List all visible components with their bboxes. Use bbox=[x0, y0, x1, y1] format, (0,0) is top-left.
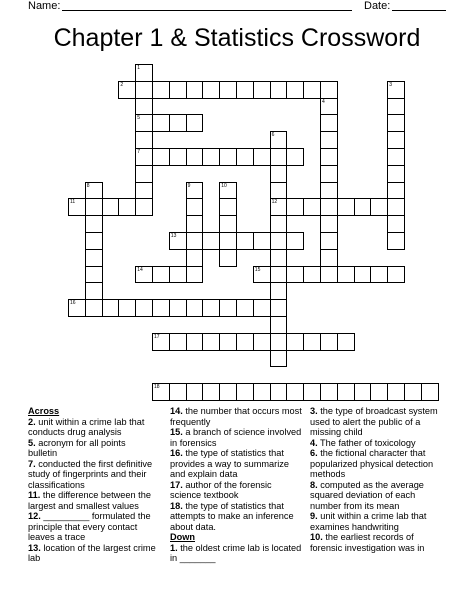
clue-item-text: the difference between the largest and smallest values bbox=[28, 490, 151, 511]
clue-item-number: 14. bbox=[170, 406, 183, 416]
clue-item-number: 10. bbox=[310, 532, 323, 542]
clue-number: 13 bbox=[170, 233, 177, 239]
grid-cell[interactable] bbox=[236, 383, 254, 401]
grid-cell[interactable] bbox=[169, 232, 187, 250]
grid-cell[interactable] bbox=[387, 383, 405, 401]
grid-cell[interactable] bbox=[286, 148, 304, 166]
clue-number: 17 bbox=[154, 333, 160, 340]
grid-cell[interactable] bbox=[270, 350, 288, 368]
grid-cell[interactable] bbox=[152, 266, 170, 284]
grid-cell[interactable] bbox=[370, 198, 388, 216]
grid-cell[interactable] bbox=[152, 333, 170, 351]
grid-cell[interactable] bbox=[270, 81, 288, 99]
clue-item-text: author of the forensic science textbook bbox=[170, 479, 272, 500]
clue-item-text: the oldest crime lab is located in _______ bbox=[170, 542, 302, 563]
grid-cell[interactable] bbox=[219, 232, 237, 250]
clue-item bbox=[170, 427, 304, 448]
grid-cell[interactable] bbox=[68, 198, 86, 216]
clue-item-text: the number that occurs most frequently bbox=[170, 406, 302, 427]
grid-cell[interactable] bbox=[85, 249, 103, 267]
clue-number: 12 bbox=[271, 199, 278, 206]
grid-cell[interactable] bbox=[85, 232, 103, 250]
grid-cell[interactable] bbox=[118, 81, 136, 99]
grid-cell[interactable] bbox=[270, 232, 288, 250]
grid-cell[interactable] bbox=[135, 148, 153, 166]
grid-cell[interactable] bbox=[85, 266, 103, 284]
clue-item-number: 7. bbox=[28, 458, 36, 469]
across-heading: Across bbox=[28, 406, 60, 416]
grid-cell[interactable] bbox=[286, 232, 304, 250]
grid-cell[interactable] bbox=[135, 81, 153, 99]
grid-cell[interactable] bbox=[186, 114, 204, 132]
grid-cell[interactable] bbox=[337, 383, 355, 401]
clue-item-text: a branch of science involved in forensics bbox=[170, 427, 302, 448]
clue-item bbox=[310, 480, 446, 512]
grid-cell[interactable] bbox=[270, 215, 288, 233]
grid-cell[interactable] bbox=[169, 81, 187, 99]
grid-cell[interactable] bbox=[387, 266, 405, 284]
clue-item-text: computed as the average squared deviation of each number from its mean bbox=[310, 479, 424, 511]
grid-cell[interactable] bbox=[320, 148, 338, 166]
clue-item-number: 1. bbox=[170, 542, 178, 553]
clue-item-text: The father of toxicology bbox=[317, 437, 416, 448]
clue-item-number: 5. bbox=[28, 437, 36, 448]
clue-item-text: the type of broadcast system used to alert the public of a missing child bbox=[310, 406, 438, 437]
grid-cell[interactable] bbox=[320, 383, 338, 401]
grid-cell[interactable] bbox=[303, 266, 321, 284]
grid-cell[interactable] bbox=[219, 249, 237, 267]
grid-cell[interactable] bbox=[135, 299, 153, 317]
clue-item-number: 8. bbox=[310, 479, 318, 490]
grid-cell[interactable] bbox=[320, 114, 338, 132]
grid-cell[interactable] bbox=[236, 148, 254, 166]
grid-cell[interactable] bbox=[186, 232, 204, 250]
clue-item bbox=[28, 459, 156, 491]
clue-item-text: conducted the first definitive study of fingerprints and their classifications bbox=[28, 458, 153, 490]
grid-cell[interactable] bbox=[85, 198, 103, 216]
clue-number: 6 bbox=[271, 132, 275, 139]
clue-item bbox=[28, 417, 156, 438]
grid-cell[interactable] bbox=[337, 198, 355, 216]
grid-cell[interactable] bbox=[320, 249, 338, 267]
clue-item-text: location of the largest crime lab bbox=[28, 542, 156, 563]
grid-cell[interactable] bbox=[354, 383, 372, 401]
grid-cell[interactable] bbox=[270, 148, 288, 166]
grid-cell[interactable] bbox=[219, 383, 237, 401]
clue-item bbox=[170, 543, 304, 564]
clue-item bbox=[170, 448, 304, 480]
grid-cell[interactable] bbox=[303, 333, 321, 351]
grid-cell[interactable] bbox=[169, 266, 187, 284]
grid-cell[interactable] bbox=[354, 266, 372, 284]
grid-cell[interactable] bbox=[152, 299, 170, 317]
clue-number: 16 bbox=[70, 300, 76, 307]
grid-cell[interactable] bbox=[387, 232, 405, 250]
date-label: Date: bbox=[364, 0, 391, 12]
grid-cell[interactable] bbox=[320, 131, 338, 149]
clues-column-2 bbox=[170, 406, 304, 564]
grid-cell[interactable] bbox=[135, 266, 153, 284]
grid-cell[interactable] bbox=[387, 81, 405, 99]
clue-item-text: the fictional character that popularized physical detection methods bbox=[310, 448, 434, 479]
grid-cell[interactable] bbox=[102, 198, 120, 216]
grid-cell[interactable] bbox=[270, 198, 288, 216]
grid-cell[interactable] bbox=[286, 266, 304, 284]
clue-item-number: 18. bbox=[170, 500, 183, 511]
clues-column-1 bbox=[28, 406, 156, 564]
grid-cell[interactable] bbox=[253, 232, 271, 250]
down-heading: Down bbox=[170, 532, 196, 542]
grid-cell[interactable] bbox=[286, 81, 304, 99]
grid-cell[interactable] bbox=[202, 232, 220, 250]
clue-number: 15 bbox=[254, 266, 261, 273]
clue-item bbox=[170, 406, 304, 427]
grid-cell[interactable] bbox=[169, 114, 187, 132]
grid-cell[interactable] bbox=[118, 198, 136, 216]
grid-cell[interactable] bbox=[270, 333, 288, 351]
clue-item-text: _________ formulated the principle that every contact leaves a trace bbox=[28, 511, 151, 542]
grid-cell[interactable] bbox=[270, 182, 288, 200]
grid-cell[interactable] bbox=[152, 81, 170, 99]
grid-cell[interactable] bbox=[253, 383, 271, 401]
grid-cell[interactable] bbox=[320, 266, 338, 284]
clue-number: 14 bbox=[137, 266, 143, 273]
grid-cell[interactable] bbox=[186, 333, 204, 351]
grid-cell[interactable] bbox=[169, 299, 187, 317]
clue-item-number: 6. bbox=[310, 448, 318, 458]
grid-cell[interactable] bbox=[169, 333, 187, 351]
grid-cell[interactable] bbox=[320, 165, 338, 183]
grid-cell[interactable] bbox=[169, 148, 187, 166]
grid-cell[interactable] bbox=[102, 299, 120, 317]
grid-cell[interactable] bbox=[387, 98, 405, 116]
clue-number: 9 bbox=[187, 182, 191, 189]
clue-item-text: the type of statistics that attempts to make an inference about data. bbox=[170, 500, 294, 532]
grid-cell[interactable] bbox=[219, 215, 237, 233]
clue-item bbox=[310, 448, 446, 480]
clue-item bbox=[28, 438, 156, 459]
grid-cell[interactable] bbox=[219, 81, 237, 99]
clues-column-3 bbox=[310, 406, 446, 553]
clue-item-text: the earliest records of forensic investigation was in bbox=[310, 532, 425, 553]
date-field[interactable] bbox=[392, 10, 446, 11]
grid-cell[interactable] bbox=[320, 182, 338, 200]
name-label: Name: bbox=[28, 0, 61, 12]
grid-cell[interactable] bbox=[303, 198, 321, 216]
grid-cell[interactable] bbox=[253, 333, 271, 351]
grid-cell[interactable] bbox=[236, 81, 254, 99]
clue-item-number: 15. bbox=[170, 427, 183, 437]
clue-item-number: 9. bbox=[310, 511, 318, 521]
grid-cell[interactable] bbox=[387, 182, 405, 200]
grid-cell[interactable] bbox=[253, 81, 271, 99]
grid-cell[interactable] bbox=[135, 64, 153, 82]
grid-cell[interactable] bbox=[202, 81, 220, 99]
clue-number: 1 bbox=[137, 65, 140, 71]
grid-cell[interactable] bbox=[135, 182, 153, 200]
grid-cell[interactable] bbox=[219, 182, 237, 200]
clue-item-text: acronym for all points bulletin bbox=[28, 437, 126, 458]
grid-cell[interactable] bbox=[253, 299, 271, 317]
grid-cell[interactable] bbox=[152, 148, 170, 166]
grid-cell[interactable] bbox=[186, 249, 204, 267]
clue-item-number: 2. bbox=[28, 416, 36, 427]
grid-cell[interactable] bbox=[202, 148, 220, 166]
grid-cell[interactable] bbox=[219, 333, 237, 351]
grid-cell[interactable] bbox=[421, 383, 439, 401]
clue-item-text: unit within a crime lab that examines handwriting bbox=[310, 511, 427, 532]
clue-number: 2 bbox=[120, 81, 124, 88]
clue-item-number: 12. bbox=[28, 511, 41, 521]
grid-cell[interactable] bbox=[270, 299, 288, 317]
grid-cell[interactable] bbox=[118, 299, 136, 317]
grid-cell[interactable] bbox=[135, 114, 153, 132]
clue-number: 7 bbox=[137, 149, 140, 155]
grid-cell[interactable] bbox=[320, 81, 338, 99]
grid-cell[interactable] bbox=[219, 299, 237, 317]
grid-cell[interactable] bbox=[270, 165, 288, 183]
grid-cell[interactable] bbox=[186, 148, 204, 166]
grid-cell[interactable] bbox=[152, 383, 170, 401]
clue-item bbox=[310, 532, 446, 553]
grid-cell[interactable] bbox=[270, 282, 288, 300]
grid-cell[interactable] bbox=[387, 148, 405, 166]
grid-cell[interactable] bbox=[387, 198, 405, 216]
grid-cell[interactable] bbox=[286, 383, 304, 401]
grid-cell[interactable] bbox=[236, 232, 254, 250]
grid-cell[interactable] bbox=[202, 383, 220, 401]
grid-cell[interactable] bbox=[202, 333, 220, 351]
clue-item bbox=[310, 406, 446, 438]
clue-item bbox=[310, 511, 446, 532]
grid-cell[interactable] bbox=[320, 98, 338, 116]
grid-cell[interactable] bbox=[370, 383, 388, 401]
grid-cell[interactable] bbox=[387, 114, 405, 132]
grid-cell[interactable] bbox=[354, 198, 372, 216]
grid-cell[interactable] bbox=[337, 266, 355, 284]
grid-cell[interactable] bbox=[85, 282, 103, 300]
grid-cell[interactable] bbox=[370, 266, 388, 284]
grid-cell[interactable] bbox=[253, 148, 271, 166]
grid-cell[interactable] bbox=[85, 182, 103, 200]
clue-number: 3 bbox=[389, 81, 392, 88]
grid-cell[interactable] bbox=[320, 215, 338, 233]
grid-cell[interactable] bbox=[337, 333, 355, 351]
grid-cell[interactable] bbox=[186, 266, 204, 284]
grid-cell[interactable] bbox=[270, 131, 288, 149]
grid-cell[interactable] bbox=[286, 333, 304, 351]
clue-item-number: 13. bbox=[28, 542, 41, 553]
clue-number: 8 bbox=[86, 182, 90, 189]
grid-cell[interactable] bbox=[169, 383, 187, 401]
clue-number: 11 bbox=[70, 199, 76, 206]
grid-cell[interactable] bbox=[303, 383, 321, 401]
clue-item bbox=[170, 501, 304, 533]
clue-item bbox=[170, 480, 304, 501]
grid-cell[interactable] bbox=[202, 299, 220, 317]
grid-cell[interactable] bbox=[387, 215, 405, 233]
clue-item bbox=[310, 438, 446, 449]
grid-cell[interactable] bbox=[68, 299, 86, 317]
grid-cell[interactable] bbox=[186, 81, 204, 99]
grid-cell[interactable] bbox=[286, 198, 304, 216]
clue-item bbox=[28, 543, 156, 564]
grid-cell[interactable] bbox=[135, 198, 153, 216]
grid-cell[interactable] bbox=[387, 165, 405, 183]
clue-item-number: 11. bbox=[28, 490, 41, 500]
clue-number: 5 bbox=[137, 115, 140, 122]
grid-cell[interactable] bbox=[320, 198, 338, 216]
clue-item-number: 16. bbox=[170, 448, 183, 458]
worksheet-header bbox=[0, 0, 474, 14]
clue-item-number: 4. bbox=[310, 437, 318, 448]
clue-item-text: unit within a crime lab that conducts drug analysis bbox=[28, 416, 145, 437]
grid-cell[interactable] bbox=[85, 299, 103, 317]
clue-item bbox=[28, 490, 156, 511]
clue-item-text: the type of statistics that provides a way to summarize and explain data bbox=[170, 448, 289, 479]
grid-cell[interactable] bbox=[270, 316, 288, 334]
grid-cell[interactable] bbox=[253, 266, 271, 284]
grid-cell[interactable] bbox=[387, 131, 405, 149]
grid-cell[interactable] bbox=[85, 215, 103, 233]
grid-cell[interactable] bbox=[303, 81, 321, 99]
clue-number: 4 bbox=[322, 98, 325, 105]
clue-item-number: 3. bbox=[310, 406, 318, 416]
grid-cell[interactable] bbox=[186, 299, 204, 317]
grid-cell[interactable] bbox=[270, 249, 288, 267]
grid-cell[interactable] bbox=[186, 182, 204, 200]
grid-cell[interactable] bbox=[219, 148, 237, 166]
clue-number: 18 bbox=[154, 384, 160, 391]
name-field[interactable] bbox=[62, 10, 352, 11]
grid-cell[interactable] bbox=[270, 383, 288, 401]
grid-cell[interactable] bbox=[186, 198, 204, 216]
grid-cell[interactable] bbox=[236, 333, 254, 351]
clue-item-number: 17. bbox=[170, 479, 183, 490]
clue-item bbox=[28, 511, 156, 543]
grid-cell[interactable] bbox=[219, 198, 237, 216]
grid-cell[interactable] bbox=[320, 232, 338, 250]
clue-number: 10 bbox=[221, 182, 227, 189]
grid-cell[interactable] bbox=[135, 131, 153, 149]
grid-cell[interactable] bbox=[135, 98, 153, 116]
grid-cell[interactable] bbox=[404, 383, 422, 401]
grid-cell[interactable] bbox=[236, 299, 254, 317]
grid-cell[interactable] bbox=[186, 383, 204, 401]
page-title: Chapter 1 & Statistics Crossword bbox=[53, 24, 421, 52]
grid-cell[interactable] bbox=[135, 165, 153, 183]
grid-cell[interactable] bbox=[270, 266, 288, 284]
grid-cell[interactable] bbox=[320, 333, 338, 351]
grid-cell[interactable] bbox=[186, 215, 204, 233]
grid-cell[interactable] bbox=[152, 114, 170, 132]
